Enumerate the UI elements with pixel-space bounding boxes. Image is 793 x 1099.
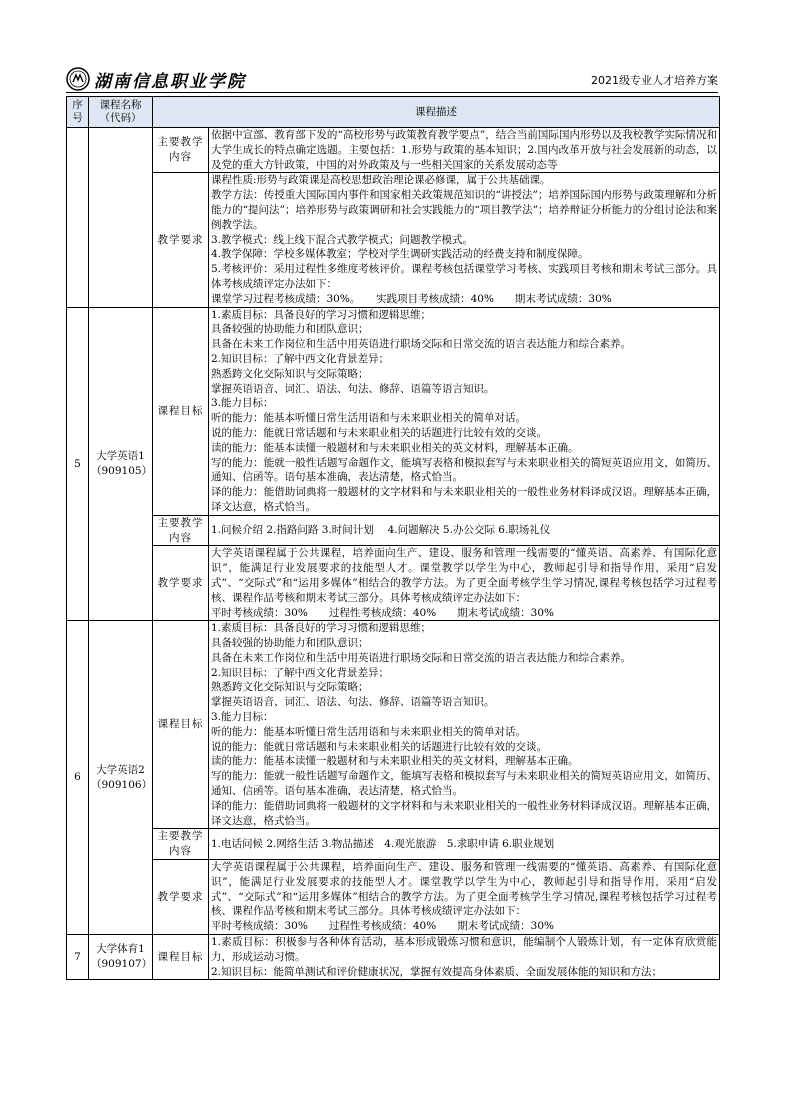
- course-name: 大学体育1: [96, 943, 145, 956]
- desc-line: 译的能力：能借助词典将一般题材的文字材料和与未来职业相关的一般性业务材料译成汉语。理解基本正确，译文达意，格式恰当。: [211, 486, 717, 513]
- desc-line: 写的能力：能就一般性话题写命题作文，能填写表格和模拟套写与未来职业相关的简短英语应用文，如简历、通知、信函等。语句基本准确，表达清楚，格式恰当。: [211, 770, 717, 798]
- desc-line: 3.能力目标：: [211, 397, 274, 410]
- desc-line: 平时考核成绩：30% 过程性考核成绩：40% 期末考试成绩：30%: [211, 920, 555, 933]
- cell-category: 课程目标: [153, 621, 209, 829]
- table-row: [67, 128, 720, 173]
- cell-category: 教学要求: [153, 860, 209, 935]
- course-code: （909106）: [91, 778, 153, 791]
- desc-line: 2.知识目标：能简单测试和评价健康状况，掌握有效提高身体素质、全面发展体能的知识和方法；: [211, 965, 663, 978]
- header-divider: [66, 92, 718, 93]
- cell-course: [89, 128, 153, 308]
- cell-course: [89, 935, 153, 980]
- table-row: [67, 307, 720, 515]
- cell-description: [209, 621, 720, 829]
- header-desc: 课程描述: [153, 97, 720, 128]
- table-row: [67, 829, 720, 860]
- desc-line: 2.知识目标：了解中西文化背景差异；: [211, 352, 390, 365]
- desc-line: 教学方法：传授重大国际国内事件和国家相关政策规范知识的“讲授法”；培养国际国内形势与政策理解和分析能力的“提问法”；培养形势与政策调研和社会实践能力的“项目教学法”；培养辩证分析能力的分组讨论法和案例教学法。: [211, 189, 717, 231]
- desc-line: 3.教学模式：线上线下混合式教学模式；问题教学模式。: [211, 233, 474, 246]
- cell-description: [209, 307, 720, 515]
- desc-line: 读的能力：能基本读懂一般题材和与未来职业相关的英文材料，理解基本正确。: [211, 441, 579, 454]
- desc-line: 4.教学保障：学校多媒体教室；学校对学生调研实践活动的经费支持和制度保障。: [211, 248, 589, 261]
- cell-description: [209, 515, 720, 546]
- table-row: [67, 621, 720, 829]
- desc-line: 听的能力：能基本听懂日常生活用语和与未来职业相关的简单对话。: [211, 725, 526, 738]
- cell-idx: 7: [67, 935, 89, 980]
- school-name: 湖南信息职业学院: [94, 71, 246, 92]
- cell-description: [209, 860, 720, 935]
- desc-line: 译的能力：能借助词典将一般题材的文字材料和与未来职业相关的一般性业务材料译成汉语。理解基本正确，译文达意，格式恰当。: [211, 799, 717, 827]
- desc-line: 读的能力：能基本读懂一般题材和与未来职业相关的英文材料，理解基本正确。: [211, 755, 579, 768]
- desc-line: 1.素质目标：具备良好的学习习惯和逻辑思维；: [211, 622, 432, 635]
- header-idx: 序号: [67, 97, 89, 128]
- school-logo: [66, 66, 246, 92]
- cell-idx: [67, 128, 89, 308]
- desc-line: 具备较强的协助能力和团队意识；: [211, 637, 369, 650]
- desc-line: 1.问候介绍 2.指路问路 3.时间计划 4.问题解决 5.办公交际 6.职场礼仪: [211, 524, 551, 537]
- cell-description: [209, 829, 720, 860]
- cell-description: [209, 128, 720, 173]
- school-seal-icon: [66, 67, 90, 91]
- desc-line: 1.素质目标：积极参与各种体育活动，基本形成锻炼习惯和意识，能编制个人锻炼计划，有一定体育欣赏能力，形成运动习惯。: [211, 936, 717, 963]
- desc-line: 课程性质:形势与政策课是高校思想政治理论课必修课，属于公共基础课。: [211, 174, 551, 187]
- desc-line: 熟悉跨文化交际知识与交际策略；: [211, 367, 369, 380]
- table-header-row: [67, 97, 720, 128]
- desc-line: 具备在未来工作岗位和生活中用英语进行职场交际和日常交流的语言表达能力和综合素养。: [211, 338, 631, 351]
- desc-line: 平时考核成绩：30% 过程性考核成绩：40% 期末考试成绩：30%: [211, 606, 555, 619]
- table-row: [67, 515, 720, 546]
- desc-line: 掌握英语语音、词汇、语法、句法、修辞、语篇等语言知识。: [211, 382, 495, 395]
- course-name: 大学英语1: [96, 450, 145, 463]
- cell-category: 教学要求: [153, 173, 209, 307]
- desc-line: 掌握英语语音、词汇、语法、句法、修辞、语篇等语言知识。: [211, 696, 495, 709]
- cell-idx: 6: [67, 621, 89, 935]
- cell-idx: 5: [67, 307, 89, 621]
- desc-line: 1.素质目标：具备良好的学习习惯和逻辑思维；: [211, 308, 432, 321]
- table-row: [67, 546, 720, 621]
- cell-category: 课程目标: [153, 307, 209, 515]
- course-name: 大学英语2: [96, 763, 145, 776]
- table-row: [67, 173, 720, 307]
- desc-line: 具备在未来工作岗位和生活中用英语进行职场交际和日常交流的语言表达能力和综合素养。: [211, 651, 631, 664]
- desc-line: 熟悉跨文化交际知识与交际策略；: [211, 681, 369, 694]
- cell-category: 主要教学内容: [153, 128, 209, 173]
- desc-line: 写的能力：能就一般性话题写命题作文，能填写表格和模拟套写与未来职业相关的简短英语应用文，如简历、通知、信函等。语句基本准确，表达清楚，格式恰当。: [211, 456, 717, 484]
- desc-line: 大学英语课程属于公共课程，培养面向生产、建设、服务和管理一线需要的“懂英语、高素养、有国际化意识”，能满足行业发展要求的技能型人才。课堂教学以学生为中心，教师起引导和指导作用，采用“启发式”、“交际式”和“运用多媒体”相结合的教学方法。为了更全面考核学生学习情况,课程考核包括学习过程考核、课程作品考核和期末考试三部分。具体考核成绩评定办法如下：: [211, 547, 717, 604]
- plan-title: 2021级专业人才培养方案: [591, 74, 718, 87]
- desc-line: 大学英语课程属于公共课程，培养面向生产、建设、服务和管理一线需要的“懂英语、高素养、有国际化意识”，能满足行业发展要求的技能型人才。课堂教学以学生为中心，教师起引导和指导作用，采用“启发式”、“交际式”和“运用多媒体”相结合的教学方法。为了更全面考核学生学习情况,课程考核包括学习过程考核、课程作品考核和期末考试三部分。具体考核成绩评定办法如下：: [211, 861, 717, 918]
- course-code: （909107）: [91, 958, 153, 971]
- cell-category: 教学要求: [153, 546, 209, 621]
- desc-line: 3.能力目标：: [211, 711, 274, 724]
- desc-line: 5.考核评价：采用过程性多维度考核评价。课程考核包括课堂学习考核、实践项目考核和期末考试三部分。具体考核成绩评定办法如下：: [211, 263, 717, 290]
- cell-course: [89, 621, 153, 935]
- cell-category: 主要教学内容: [153, 829, 209, 860]
- table-row: [67, 935, 720, 980]
- desc-line: 2.知识目标：了解中西文化背景差异；: [211, 666, 390, 679]
- table-row: [67, 860, 720, 935]
- cell-category: 主要教学内容: [153, 515, 209, 546]
- desc-line: 1.电话问候 2.网络生活 3.物品描述 4.观光旅游 5.求职申请 6.职业规划: [211, 837, 555, 850]
- cell-description: [209, 935, 720, 980]
- header-course: 课程名称（代码）: [89, 97, 153, 128]
- cell-description: [209, 546, 720, 621]
- cell-category: 课程目标: [153, 935, 209, 980]
- desc-line: 说的能力：能就日常话题和与未来职业相关的话题进行比较有效的交谈。: [211, 426, 547, 439]
- cell-description: [209, 173, 720, 307]
- desc-line: 听的能力：能基本听懂日常生活用语和与未来职业相关的简单对话。: [211, 412, 526, 425]
- course-table: [66, 96, 720, 980]
- cell-course: [89, 307, 153, 621]
- desc-line: 依据中宣部、教育部下发的“高校形势与政策教育教学要点”，结合当前国际国内形势以及我校教学实际情况和大学生成长的特点确定选题。主要包括：1.形势与政策的基本知识；2.国内改革开放与社会发展新的动态，以及党的重大方针政策，中国的对外政策及与一些相关国家的关系发展动态等: [211, 129, 717, 171]
- course-code: （909105）: [91, 464, 153, 477]
- desc-line: 说的能力：能就日常话题和与未来职业相关的话题进行比较有效的交谈。: [211, 740, 547, 753]
- desc-line: 课堂学习过程考核成绩：30%。 实践项目考核成绩：40% 期末考试成绩：30%: [211, 292, 612, 305]
- desc-line: 具备较强的协助能力和团队意识；: [211, 323, 369, 336]
- page-header: [66, 66, 718, 92]
